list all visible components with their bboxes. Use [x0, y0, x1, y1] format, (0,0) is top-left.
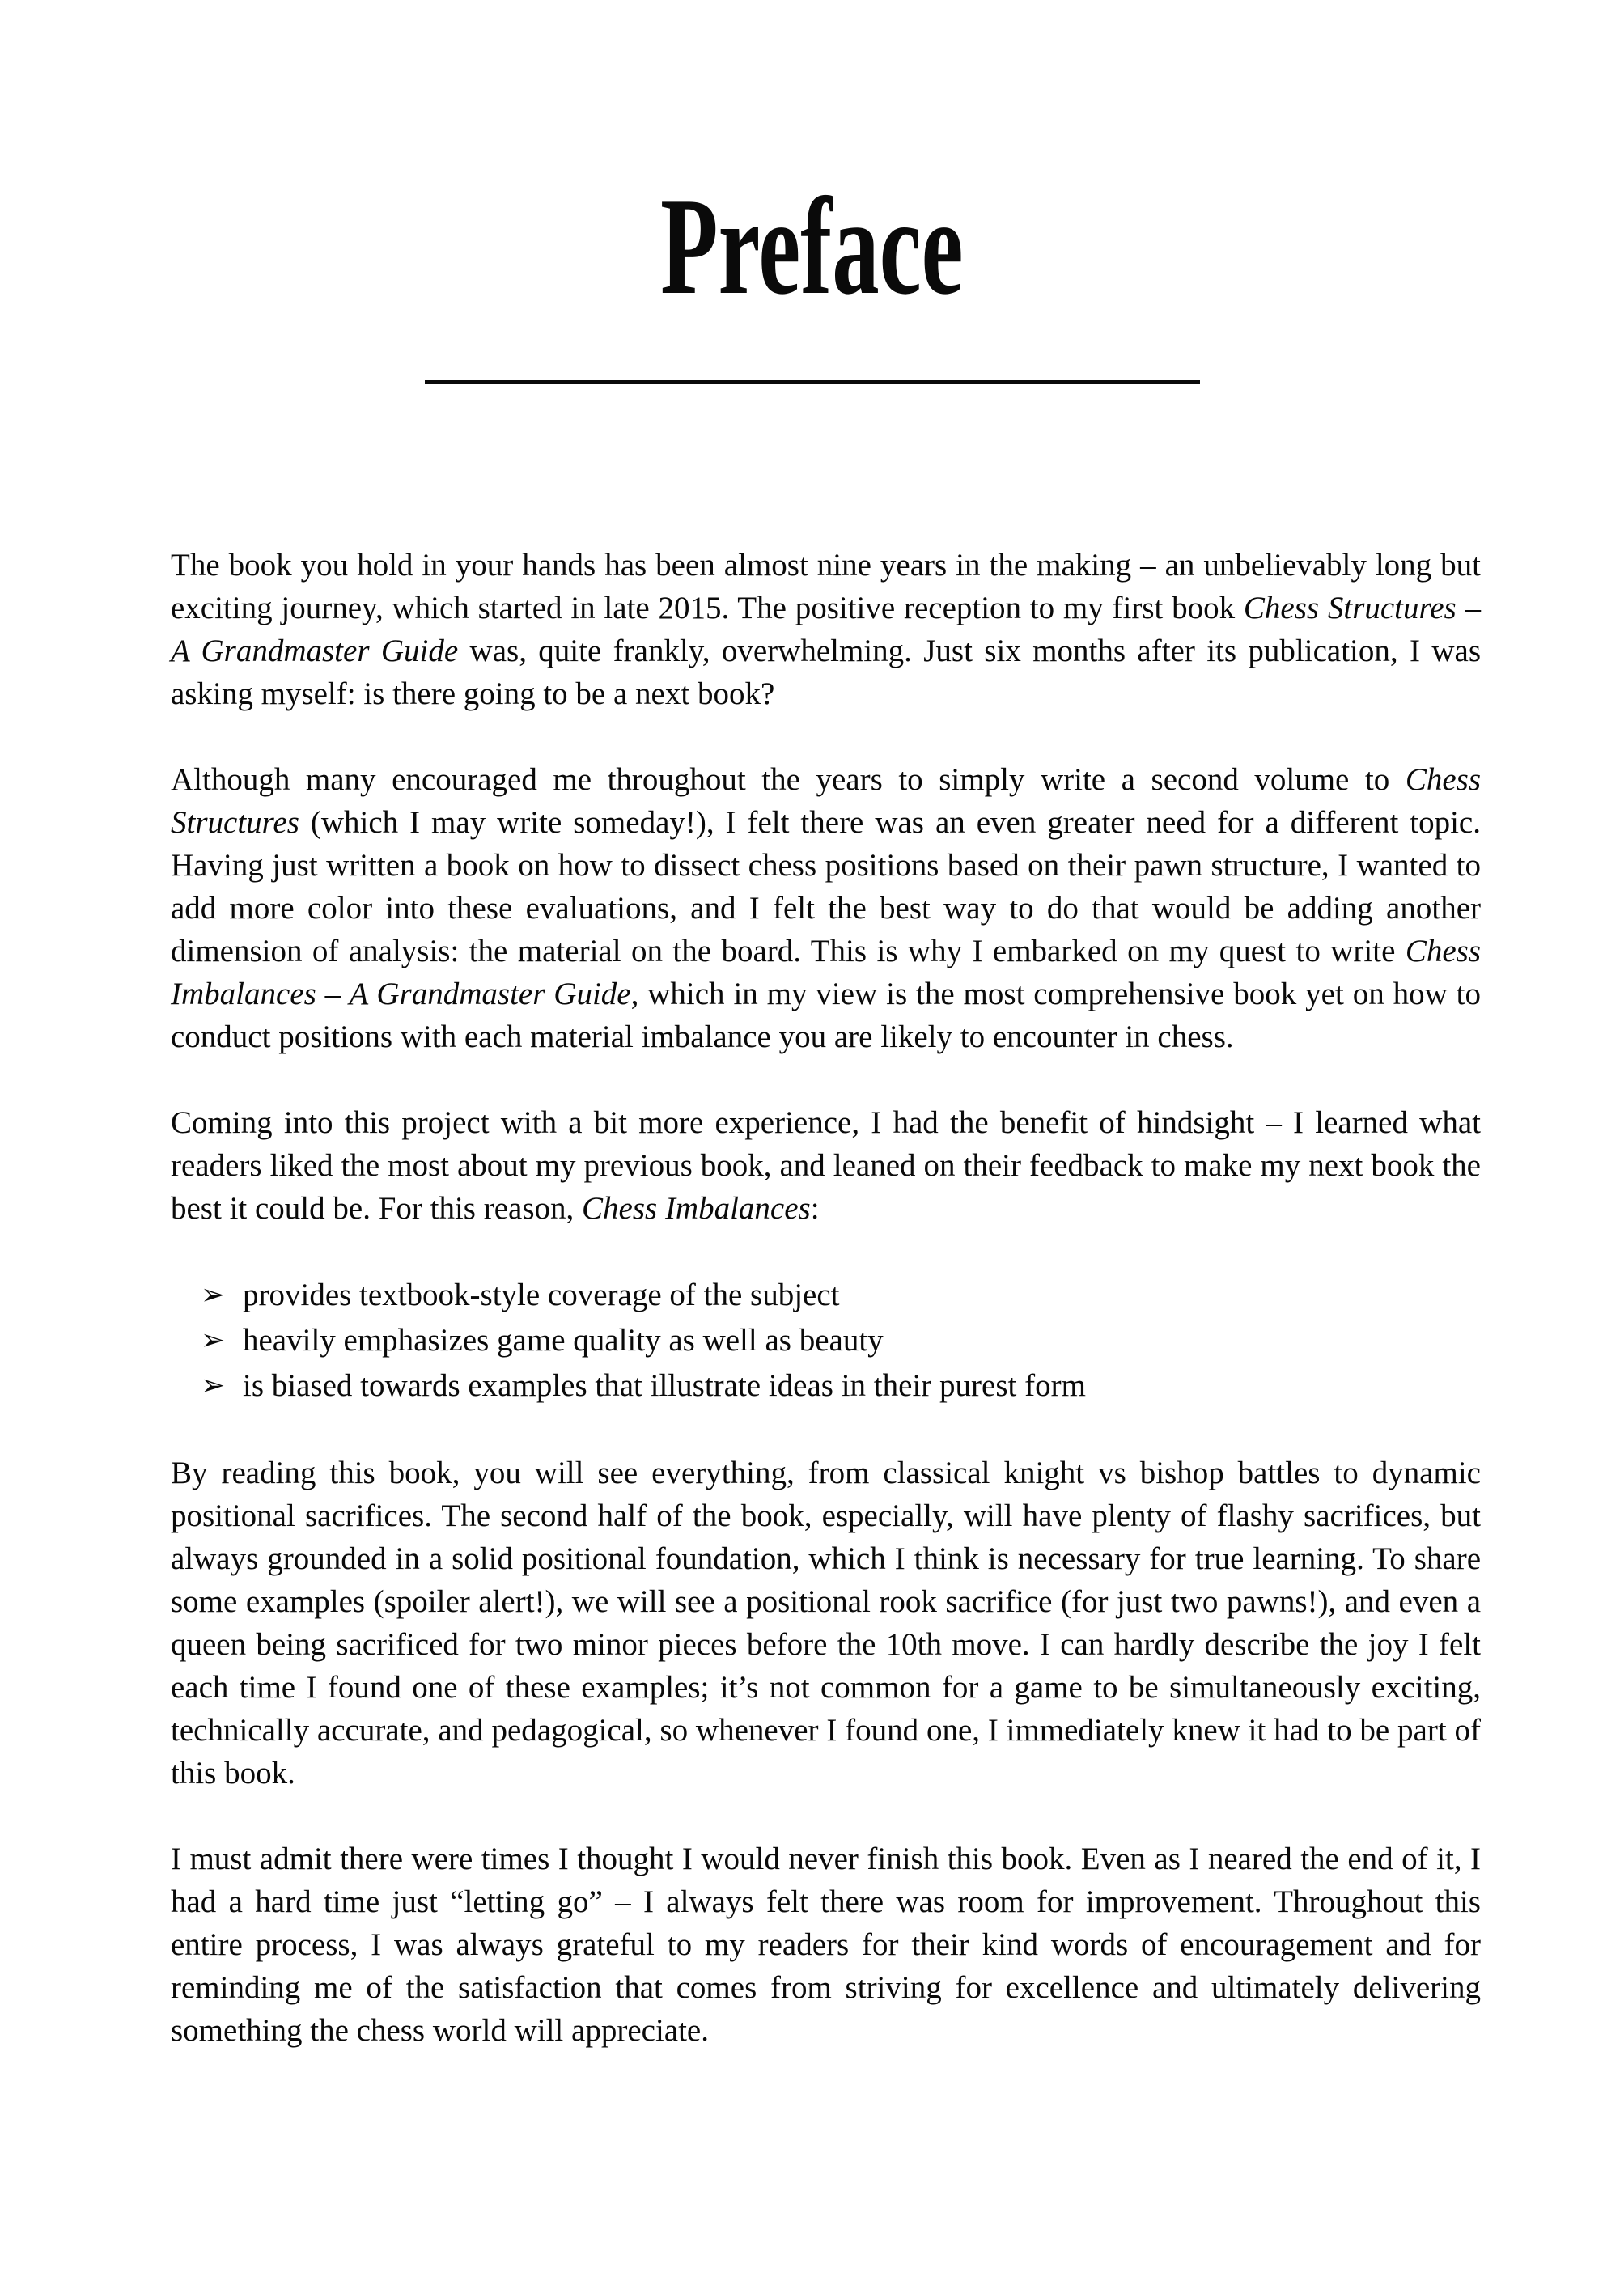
book-title-chess-structures-full: Chess Structures – A Grandmaster Guide [171, 591, 1481, 668]
book-title-chess-imbalances-full: Chess Imbalances – A Grandmaster Guide [171, 934, 1481, 1011]
paragraph-1 [171, 544, 1481, 715]
title-divider [425, 380, 1200, 384]
paragraph-4-text: By reading this book, you will see everything, from classical knight vs bishop battles to dynamic positional sacrifices. The second half of the book, especially, will have plenty of flashy sacrifices, but always grounded in a solid positional foundation, which I think is necessary for true learning. To share some examples (spoiler alert!), we will see a positional rook sacrifice (for just two pawns!), and even a queen being sacrificed for two minor pieces before the 10th move. I can hardly describe the joy I felt each time I found one of these examples; it’s not common for a game to be simultaneously exciting, technically accurate, and pedagogical, so whenever I found one, I immediately knew it had to be part of this book. [171, 1456, 1481, 1791]
page-title [0, 170, 1624, 324]
feature-bullet-list [171, 1273, 1481, 1409]
arrowhead-bullet-icon: ➢ [201, 1324, 226, 1357]
paragraph-5 [171, 1837, 1481, 2052]
bullet-item-3-label: is biased towards examples that illustrate ideas in their purest form [243, 1368, 1086, 1403]
book-title-chess-imbalances: Chess Imbalances [582, 1191, 811, 1226]
paragraph-3-text-post: : [810, 1191, 820, 1226]
book-title-chess-structures: Chess Structures [171, 762, 1481, 840]
paragraph-2-text-pre: Although many encouraged me throughout the years to simply write a second volume to [171, 762, 1406, 797]
bullet-item-3 [171, 1363, 1481, 1409]
paragraph-1-text-post: was, quite frankly, overwhelming. Just six months after its publication, I was asking myself: is there going to be a next book? [171, 634, 1481, 711]
paragraph-3-text-pre: Coming into this project with a bit more experience, I had the benefit of hindsight – I learned what readers liked the most about my previous book, and leaned on their feedback to make my next book the best it could be. For this reason, [171, 1105, 1481, 1226]
arrowhead-bullet-icon: ➢ [201, 1278, 226, 1312]
bullet-item-2 [171, 1318, 1481, 1363]
preface-body [171, 544, 1481, 2052]
paragraph-2-text-post: , which in my view is the most comprehensive book yet on how to conduct positions with each material imbalance you are likely to encounter in chess. [171, 977, 1481, 1054]
paragraph-2-text-mid: (which I may write someday!), I felt there was an even greater need for a different topic. Having just written a book on how to dissect chess positions based on their pawn structure, I wanted to add more color into these evaluations, and I felt the best way to do that would be adding another dimension of analysis: the material on the board. This is why I embarked on my quest to write [171, 805, 1481, 968]
bullet-item-2-label: heavily emphasizes game quality as well as beauty [243, 1323, 884, 1358]
page-title-text: Preface [660, 170, 964, 324]
paragraph-4 [171, 1452, 1481, 1795]
bullet-item-1 [171, 1273, 1481, 1318]
paragraph-5-text: I must admit there were times I thought I would never finish this book. Even as I neared the end of it, I had a hard time just “letting go” – I always felt there was room for improvement. Throughout this entire process, I was always grateful to my readers for their kind words of encouragement and for reminding me of the satisfaction that comes from striving for excellence and ultimately delivering something the chess world will appreciate. [171, 1842, 1481, 2048]
bullet-item-1-label: provides textbook-style coverage of the subject [243, 1278, 840, 1312]
arrowhead-bullet-icon: ➢ [201, 1369, 226, 1402]
paragraph-2 [171, 758, 1481, 1058]
paragraph-3 [171, 1101, 1481, 1230]
paragraph-1-text-pre: The book you hold in your hands has been almost nine years in the making – an unbelievably long but exciting journey, which started in late 2015. The positive reception to my first book [171, 548, 1481, 625]
